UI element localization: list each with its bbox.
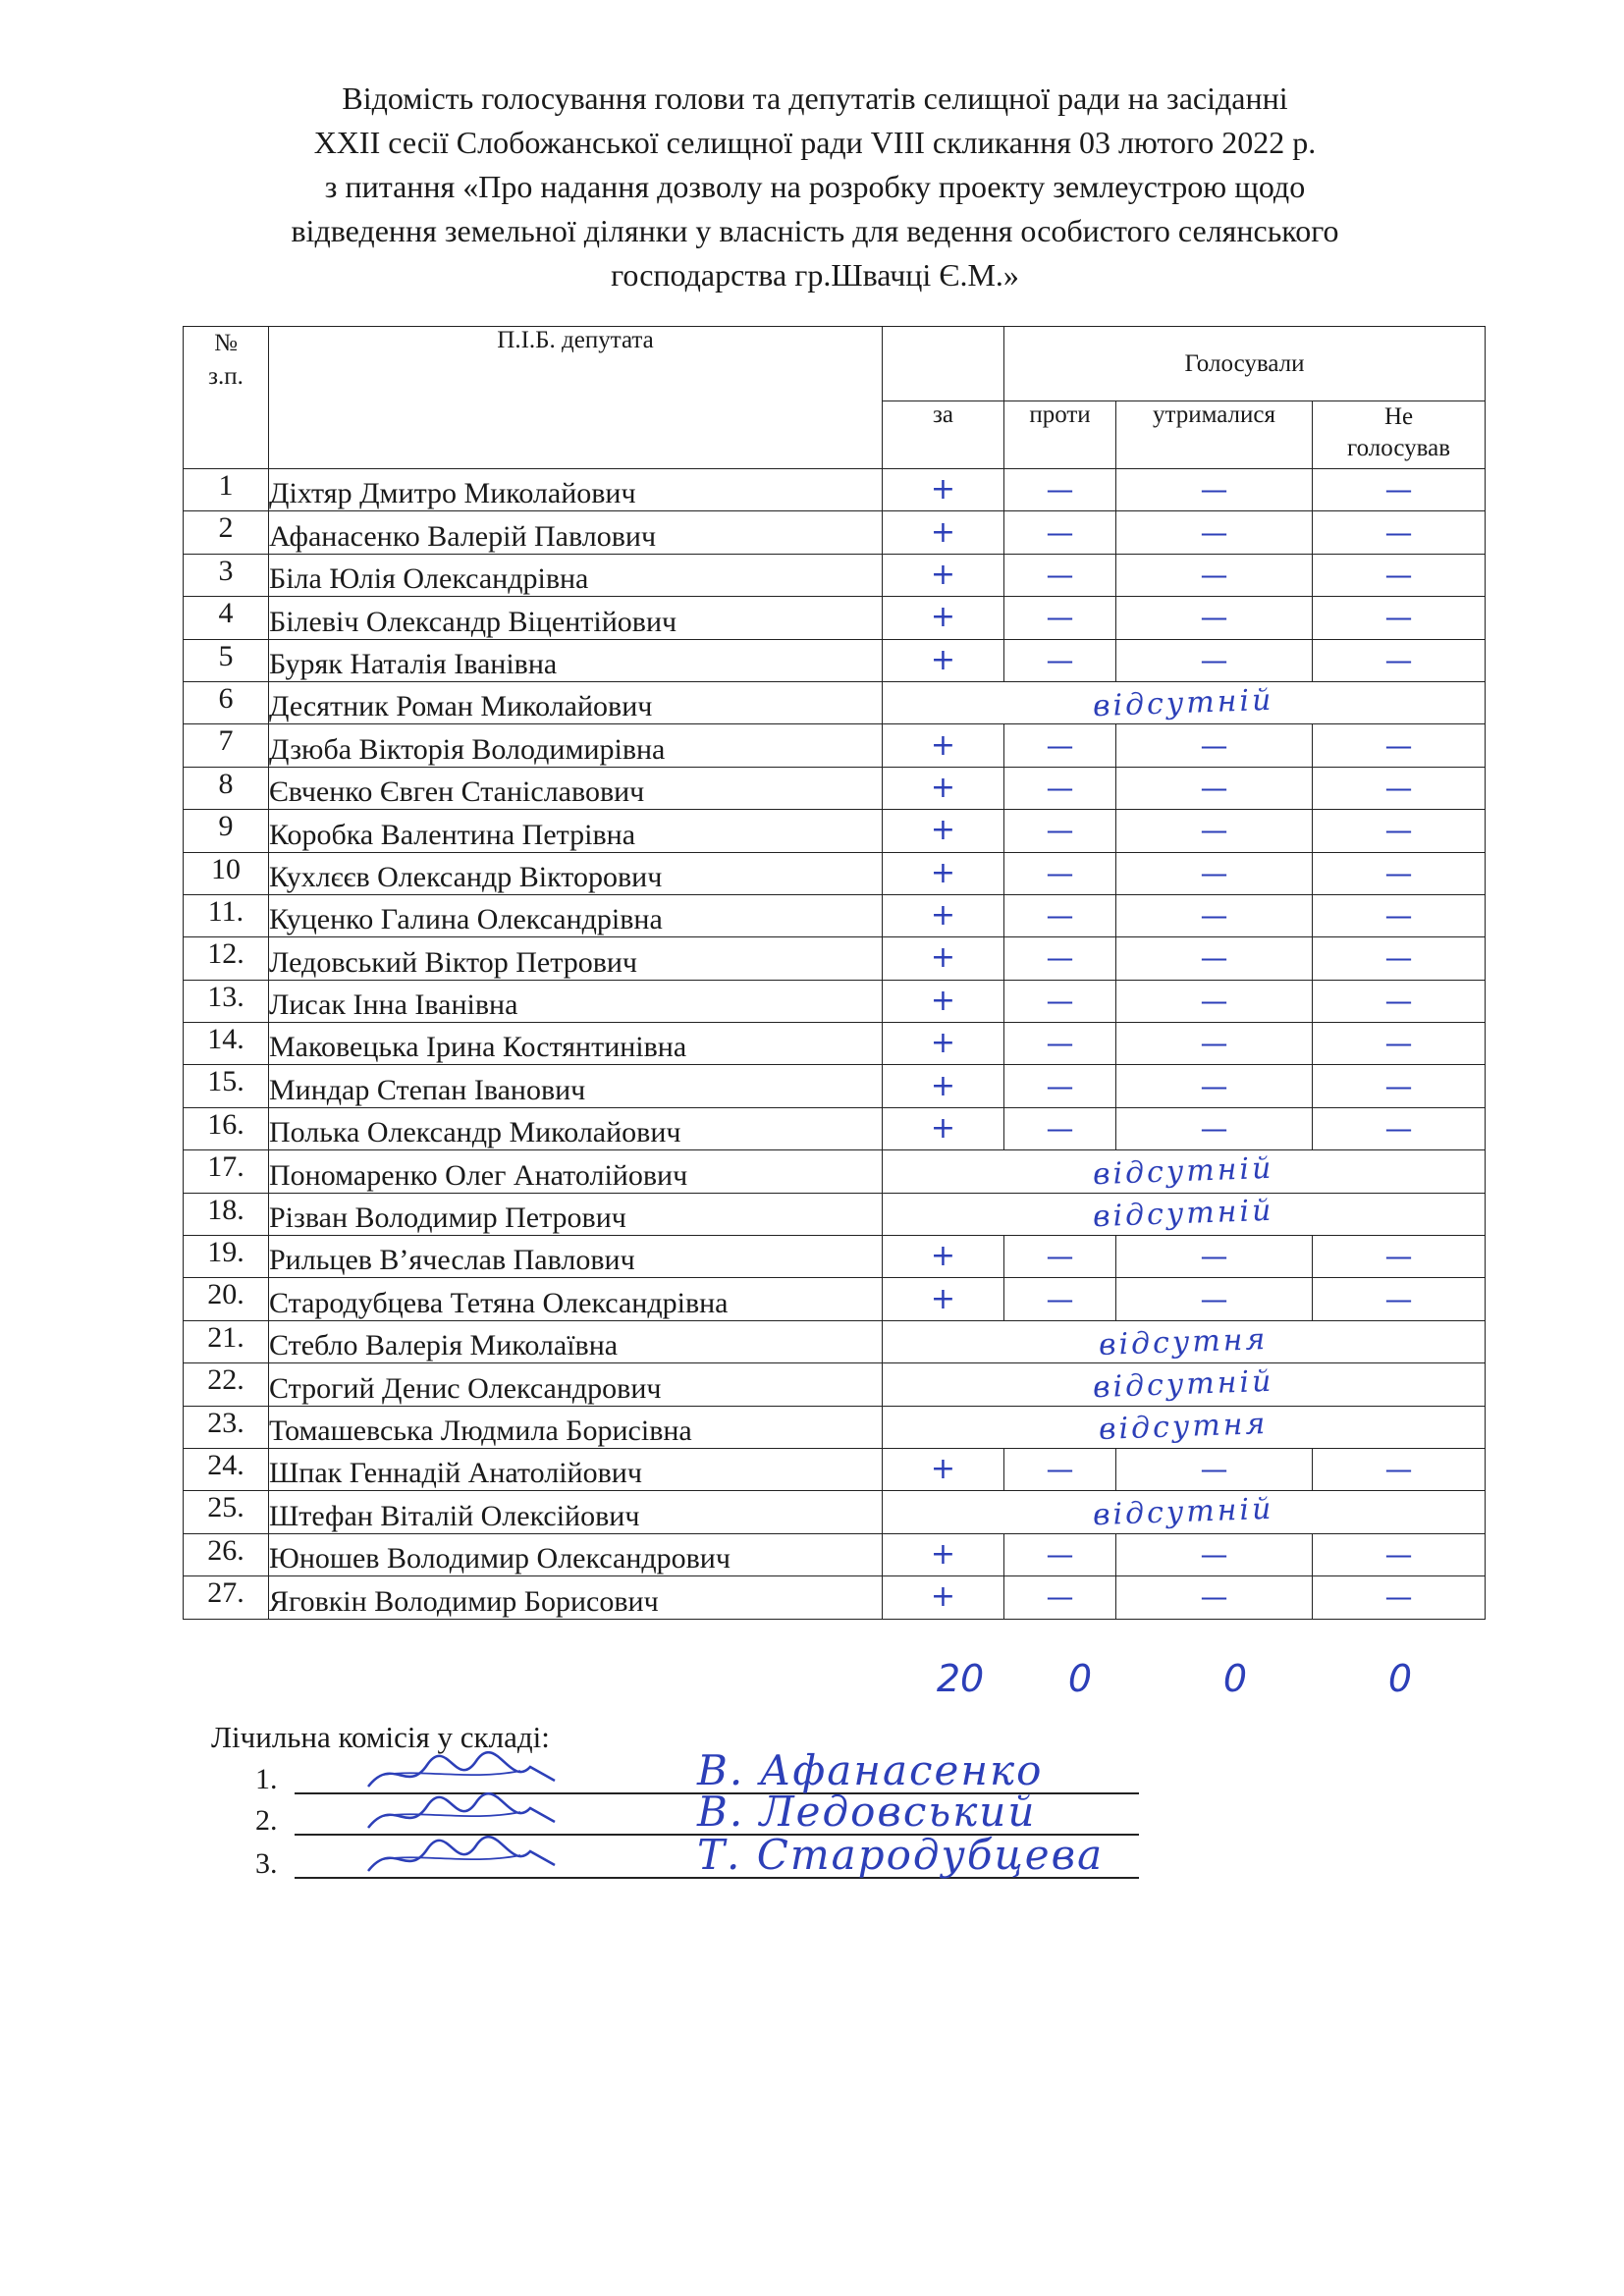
- deputy-name: Куценко Галина Олександрівна: [269, 894, 883, 936]
- document-title: [177, 77, 1453, 297]
- table-row: [184, 639, 1486, 681]
- vote-against-mark: —: [1004, 639, 1116, 681]
- row-number: 27.: [184, 1576, 269, 1619]
- deputy-name: Яговкін Володимир Борисович: [269, 1576, 883, 1619]
- signature-scrawl-icon: [363, 1836, 560, 1881]
- row-number: 3: [184, 554, 269, 596]
- absent-note: [883, 1491, 1486, 1533]
- table-row: [184, 724, 1486, 767]
- vote-abstain-mark: —: [1116, 1533, 1313, 1575]
- row-number: 11.: [184, 894, 269, 936]
- absent-note: [883, 1193, 1486, 1235]
- vote-against-mark: —: [1004, 597, 1116, 639]
- table-row: [184, 1278, 1486, 1320]
- deputy-name: Лисак Інна Іванівна: [269, 980, 883, 1022]
- absent-note: [883, 681, 1486, 723]
- deputy-name: Строгий Денис Олександрович: [269, 1363, 883, 1406]
- vote-for-mark: +: [883, 639, 1004, 681]
- vote-abstain-mark: —: [1116, 597, 1313, 639]
- vote-abstain-mark: —: [1116, 469, 1313, 511]
- vote-for-mark: +: [883, 1107, 1004, 1149]
- vote-for-mark: +: [883, 1533, 1004, 1575]
- deputy-name: Білевіч Олександр Віцентійович: [269, 597, 883, 639]
- vote-abstain-mark: —: [1116, 1576, 1313, 1619]
- vote-for-mark: +: [883, 1236, 1004, 1278]
- vote-not-voted-mark: —: [1313, 1278, 1486, 1320]
- deputy-name: Полька Олександр Миколайович: [269, 1107, 883, 1149]
- table-row: [184, 1193, 1486, 1235]
- vote-not-voted-mark: —: [1313, 1065, 1486, 1107]
- absent-handwriting: відсутній: [1092, 1363, 1275, 1406]
- totals-row: [183, 1657, 1485, 1706]
- signature-number: 3.: [255, 1847, 278, 1880]
- title-line-4: відведення земельної ділянки у власність для ведення особистого селянського: [291, 213, 1339, 248]
- vote-against-mark: —: [1004, 1065, 1116, 1107]
- vote-not-voted-mark: —: [1313, 639, 1486, 681]
- voting-table: [183, 326, 1486, 1620]
- vote-for-mark: +: [883, 1023, 1004, 1065]
- row-number: 12.: [184, 937, 269, 980]
- total-against: 0: [1067, 1657, 1093, 1700]
- deputy-name: Рильцев В’ячеслав Павлович: [269, 1236, 883, 1278]
- vote-for-mark: +: [883, 597, 1004, 639]
- deputy-name: Євченко Євген Станіславович: [269, 767, 883, 809]
- deputy-name: Біла Юлія Олександрівна: [269, 554, 883, 596]
- row-number: 16.: [184, 1107, 269, 1149]
- row-number: 2: [184, 511, 269, 554]
- vote-for-mark: +: [883, 767, 1004, 809]
- table-row: [184, 1023, 1486, 1065]
- row-number: 7: [184, 724, 269, 767]
- deputy-name: Кухлєєв Олександр Вікторович: [269, 852, 883, 894]
- table-row: [184, 1576, 1486, 1619]
- vote-for-mark: +: [883, 1278, 1004, 1320]
- absent-note: [883, 1406, 1486, 1448]
- vote-for-mark: +: [883, 511, 1004, 554]
- vote-against-mark: —: [1004, 724, 1116, 767]
- vote-abstain-mark: —: [1116, 724, 1313, 767]
- deputy-name: Стебло Валерія Миколаївна: [269, 1320, 883, 1362]
- table-row: [184, 1448, 1486, 1490]
- row-number: 9: [184, 810, 269, 852]
- title-line-1: Відомість голосування голови та депутатів селищної ради на засіданні: [342, 80, 1288, 116]
- table-row: [184, 597, 1486, 639]
- row-number: 26.: [184, 1533, 269, 1575]
- deputy-name: Шпак Геннадій Анатолійович: [269, 1448, 883, 1490]
- vote-against-mark: —: [1004, 894, 1116, 936]
- col-header-against: проти: [1004, 401, 1116, 469]
- vote-for-mark: +: [883, 1576, 1004, 1619]
- deputy-name: Маковецька Ірина Костянтинівна: [269, 1023, 883, 1065]
- absent-handwriting: відсутня: [1098, 1321, 1270, 1362]
- row-number: 13.: [184, 980, 269, 1022]
- vote-against-mark: —: [1004, 1576, 1116, 1619]
- title-line-3: з питання «Про надання дозволу на розробку проекту землеустрою щодо: [324, 169, 1306, 204]
- table-row: [184, 1363, 1486, 1406]
- table-row: [184, 1491, 1486, 1533]
- vote-not-voted-mark: —: [1313, 852, 1486, 894]
- absent-note: [883, 1150, 1486, 1193]
- vote-against-mark: —: [1004, 511, 1116, 554]
- vote-not-voted-mark: —: [1313, 554, 1486, 596]
- vote-not-voted-mark: —: [1313, 1023, 1486, 1065]
- vote-for-mark: +: [883, 937, 1004, 980]
- absent-handwriting: відсутній: [1092, 1150, 1275, 1193]
- table-row: [184, 894, 1486, 936]
- col-header-not-voted: Не голосував: [1313, 401, 1486, 469]
- table-row: [184, 1406, 1486, 1448]
- table-row: [184, 511, 1486, 554]
- row-number: 17.: [184, 1150, 269, 1193]
- vote-for-mark: +: [883, 980, 1004, 1022]
- col-header-name: П.І.Б. депутата: [269, 327, 883, 469]
- table-row: [184, 1107, 1486, 1149]
- deputy-name: Штефан Віталій Олексійович: [269, 1491, 883, 1533]
- vote-abstain-mark: —: [1116, 810, 1313, 852]
- row-number: 4: [184, 597, 269, 639]
- deputy-name: Діхтяр Дмитро Миколайович: [269, 469, 883, 511]
- deputy-name: Миндар Степан Іванович: [269, 1065, 883, 1107]
- deputy-name: Дзюба Вікторія Володимирівна: [269, 724, 883, 767]
- row-number: 6: [184, 681, 269, 723]
- vote-abstain-mark: —: [1116, 511, 1313, 554]
- signature-name: Т. Стародубцева: [697, 1831, 1105, 1879]
- absent-handwriting: відсутній: [1092, 1491, 1275, 1533]
- row-number: 8: [184, 767, 269, 809]
- row-number: 1: [184, 469, 269, 511]
- vote-abstain-mark: —: [1116, 1278, 1313, 1320]
- row-number: 20.: [184, 1278, 269, 1320]
- table-row: [184, 554, 1486, 596]
- row-number: 23.: [184, 1406, 269, 1448]
- vote-against-mark: —: [1004, 767, 1116, 809]
- vote-abstain-mark: —: [1116, 1023, 1313, 1065]
- vote-for-mark: +: [883, 1065, 1004, 1107]
- vote-not-voted-mark: —: [1313, 469, 1486, 511]
- vote-abstain-mark: —: [1116, 980, 1313, 1022]
- row-number: 18.: [184, 1193, 269, 1235]
- deputy-name: Буряк Наталія Іванівна: [269, 639, 883, 681]
- row-number: 24.: [184, 1448, 269, 1490]
- vote-for-mark: +: [883, 469, 1004, 511]
- title-line-5: господарства гр.Швачці Є.М.»: [611, 257, 1019, 293]
- row-number: 22.: [184, 1363, 269, 1406]
- absent-note: [883, 1363, 1486, 1406]
- table-row: [184, 852, 1486, 894]
- vote-not-voted-mark: —: [1313, 767, 1486, 809]
- absent-note: [883, 1320, 1486, 1362]
- title-line-2: XXII сесії Слобожанської селищної ради VIII скликання 03 лютого 2022 р.: [313, 125, 1317, 160]
- vote-abstain-mark: —: [1116, 1065, 1313, 1107]
- vote-against-mark: —: [1004, 1107, 1116, 1149]
- table-row: [184, 980, 1486, 1022]
- deputy-name: Афанасенко Валерій Павлович: [269, 511, 883, 554]
- vote-against-mark: —: [1004, 1278, 1116, 1320]
- deputy-name: Десятник Роман Миколайович: [269, 681, 883, 723]
- vote-abstain-mark: —: [1116, 852, 1313, 894]
- vote-not-voted-mark: —: [1313, 894, 1486, 936]
- deputy-name: Юношев Володимир Олександрович: [269, 1533, 883, 1575]
- absent-handwriting: відсутній: [1092, 682, 1275, 723]
- table-row: [184, 767, 1486, 809]
- deputy-name: Ледовський Віктор Петрович: [269, 937, 883, 980]
- row-number: 5: [184, 639, 269, 681]
- signature-name: В. Ледовський: [697, 1788, 1037, 1836]
- deputy-name: Томашевська Людмила Борисівна: [269, 1406, 883, 1448]
- vote-abstain-mark: —: [1116, 639, 1313, 681]
- vote-abstain-mark: —: [1116, 554, 1313, 596]
- absent-handwriting: відсутній: [1092, 1194, 1275, 1235]
- signature-scrawl-icon: [363, 1751, 560, 1796]
- vote-not-voted-mark: —: [1313, 1107, 1486, 1149]
- vote-abstain-mark: —: [1116, 937, 1313, 980]
- table-row: [184, 1150, 1486, 1193]
- col-header-abstain: утрималися: [1116, 401, 1313, 469]
- table-row: [184, 1320, 1486, 1362]
- signature-row: [255, 1831, 1139, 1885]
- vote-abstain-mark: —: [1116, 1448, 1313, 1490]
- vote-abstain-mark: —: [1116, 1236, 1313, 1278]
- vote-for-mark: +: [883, 1448, 1004, 1490]
- vote-against-mark: —: [1004, 852, 1116, 894]
- vote-against-mark: —: [1004, 554, 1116, 596]
- total-for: 20: [936, 1657, 985, 1700]
- signature-number: 1.: [255, 1763, 278, 1795]
- vote-not-voted-mark: —: [1313, 1236, 1486, 1278]
- table-row: [184, 1533, 1486, 1575]
- vote-against-mark: —: [1004, 937, 1116, 980]
- row-number: 10: [184, 852, 269, 894]
- col-header-for: за: [883, 401, 1004, 469]
- vote-for-mark: +: [883, 724, 1004, 767]
- total-abstain: 0: [1222, 1657, 1248, 1700]
- table-row: [184, 810, 1486, 852]
- vote-against-mark: —: [1004, 1236, 1116, 1278]
- table-row: [184, 1065, 1486, 1107]
- deputy-name: Коробка Валентина Петрівна: [269, 810, 883, 852]
- vote-against-mark: —: [1004, 810, 1116, 852]
- vote-not-voted-mark: —: [1313, 597, 1486, 639]
- total-not-voted: 0: [1387, 1657, 1413, 1700]
- row-number: 15.: [184, 1065, 269, 1107]
- vote-not-voted-mark: —: [1313, 1576, 1486, 1619]
- col-header-voted: Голосували: [1004, 327, 1486, 401]
- deputy-name: Різван Володимир Петрович: [269, 1193, 883, 1235]
- vote-for-mark: +: [883, 810, 1004, 852]
- vote-not-voted-mark: —: [1313, 810, 1486, 852]
- signature-number: 2.: [255, 1804, 278, 1837]
- signature-name: В. Афанасенко: [697, 1746, 1044, 1794]
- vote-not-voted-mark: —: [1313, 937, 1486, 980]
- row-number: 25.: [184, 1491, 269, 1533]
- table-row: [184, 1236, 1486, 1278]
- commission-label: Лічильна комісія у складі:: [211, 1720, 550, 1754]
- voting-table-body: [184, 469, 1486, 1620]
- vote-not-voted-mark: —: [1313, 724, 1486, 767]
- vote-not-voted-mark: —: [1313, 1448, 1486, 1490]
- vote-for-mark: +: [883, 554, 1004, 596]
- col-header-blank: [883, 327, 1004, 401]
- vote-for-mark: +: [883, 894, 1004, 936]
- vote-against-mark: —: [1004, 980, 1116, 1022]
- vote-against-mark: —: [1004, 469, 1116, 511]
- table-row: [184, 469, 1486, 511]
- vote-abstain-mark: —: [1116, 894, 1313, 936]
- row-number: 14.: [184, 1023, 269, 1065]
- vote-for-mark: +: [883, 852, 1004, 894]
- vote-not-voted-mark: —: [1313, 980, 1486, 1022]
- row-number: 19.: [184, 1236, 269, 1278]
- table-row: [184, 937, 1486, 980]
- vote-against-mark: —: [1004, 1023, 1116, 1065]
- absent-handwriting: відсутня: [1098, 1407, 1270, 1448]
- row-number: 21.: [184, 1320, 269, 1362]
- col-header-number: № з.п.: [184, 327, 269, 469]
- vote-abstain-mark: —: [1116, 767, 1313, 809]
- vote-against-mark: —: [1004, 1533, 1116, 1575]
- vote-not-voted-mark: —: [1313, 511, 1486, 554]
- signature-scrawl-icon: [363, 1792, 560, 1838]
- deputy-name: Стародубцева Тетяна Олександрівна: [269, 1278, 883, 1320]
- vote-against-mark: —: [1004, 1448, 1116, 1490]
- vote-not-voted-mark: —: [1313, 1533, 1486, 1575]
- table-row: [184, 681, 1486, 723]
- deputy-name: Пономаренко Олег Анатолійович: [269, 1150, 883, 1193]
- vote-abstain-mark: —: [1116, 1107, 1313, 1149]
